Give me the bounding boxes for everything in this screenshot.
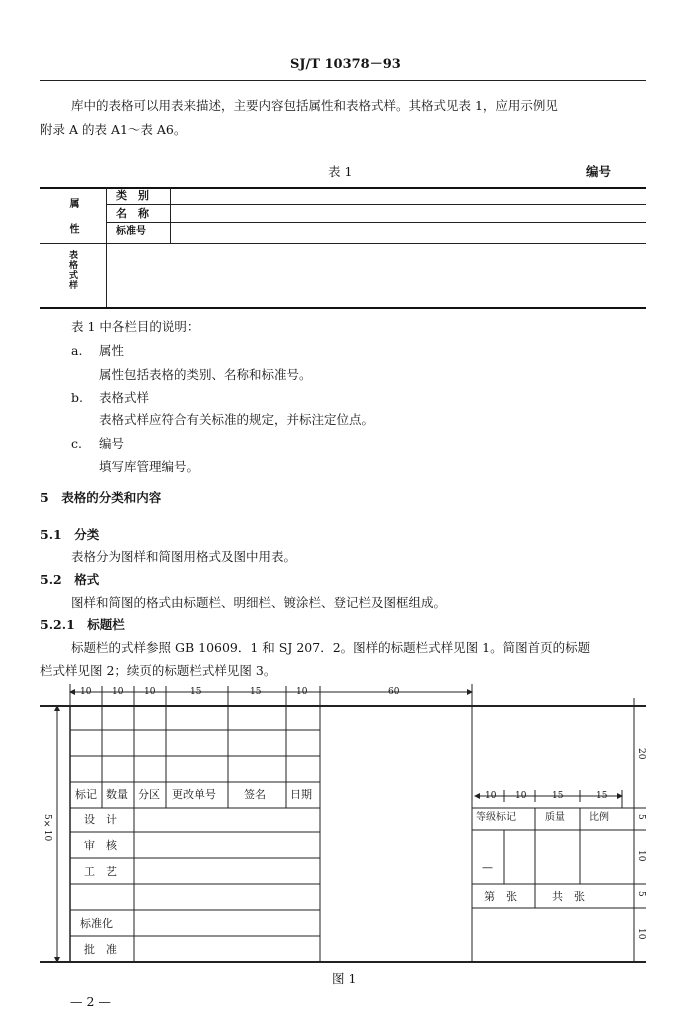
section521-title: 5.2.1 标题栏 [40, 617, 125, 632]
dim-top: 10 [112, 687, 124, 697]
section5-title: 5 表格的分类和内容 [40, 490, 162, 505]
section52-title: 5.2 格式 [40, 572, 100, 587]
row-standardization: 标准化 [80, 917, 113, 930]
dim-top: 10 [80, 687, 92, 697]
section521-line-2: 栏式样见图 2；续页的标题栏式样见图 3。 [40, 663, 277, 678]
header-cell-signature: 签名 [244, 788, 266, 801]
right-header-mass: 质量 [545, 812, 565, 823]
intro-line-2: 附录 A 的表 A1～表 A6。 [40, 122, 187, 137]
section51-text: 表格分为图样和简图用格式及图中用表。 [71, 549, 297, 564]
table1-row-standard: 标准号 [116, 226, 146, 237]
right-side-dimension-line [624, 698, 646, 962]
section521-line-1: 标题栏的式样参照 GB 10609．1 和 SJ 207．2。图样的标题栏式样见图 1。简图首页的标题 [71, 640, 591, 655]
header-cell-zone: 分区 [138, 788, 160, 801]
dim-top: 15 [250, 687, 262, 697]
dim-right-side: 10 [636, 850, 646, 862]
row-approve: 批 准 [84, 943, 117, 956]
dim-right-side: 10 [636, 928, 646, 940]
top-dimension-line [70, 684, 472, 706]
header-cell-mark: 标记 [75, 788, 97, 801]
table1-number-label: 编号 [586, 164, 612, 179]
dim-right-side: 20 [636, 748, 646, 760]
table1-style-label: 表格式样 [67, 250, 77, 290]
note-a-desc: 属性包括表格的类别、名称和标准号。 [99, 367, 312, 382]
note-c-desc: 填写库管理编号。 [99, 459, 200, 474]
dim-right-top: 15 [596, 791, 608, 801]
section52-text: 图样和简图的格式由标题栏、明细栏、镀涂栏、登记栏及图框组成。 [71, 595, 447, 610]
row-design: 设 计 [84, 813, 117, 826]
sheet-total: 共 张 [552, 890, 585, 903]
note-b-title: 表格式样 [99, 390, 150, 405]
section51-title: 5.1 分类 [40, 527, 100, 542]
table1-attr-label: 属 性 [67, 198, 78, 240]
dim-top: 60 [388, 687, 400, 697]
dim-right-top: 15 [552, 791, 564, 801]
right-header-scale: 比例 [589, 812, 609, 823]
row-review: 审 核 [84, 839, 117, 852]
table1-row-category: 类 别 [116, 189, 149, 202]
dim-top: 15 [190, 687, 202, 697]
note-b-desc: 表格式样应符合有关标准的规定，并标注定位点。 [99, 412, 375, 427]
page-number: — 2 — [70, 994, 111, 1009]
dim-right-top: 10 [515, 791, 527, 801]
header-code: SJ/T 10378－93 [290, 57, 401, 72]
table1-caption: 表 1 [328, 164, 353, 179]
header-cell-quantity: 数量 [106, 788, 128, 801]
note-b-marker: b. [71, 390, 83, 405]
right-dash: — [482, 861, 493, 874]
sheet-no: 第 张 [484, 890, 517, 903]
dim-right-top: 10 [485, 791, 497, 801]
left-block-grid [70, 706, 472, 962]
dim-right-side: 5 [636, 814, 646, 820]
right-header-grade: 等级标记 [476, 812, 516, 823]
note-c-title: 编号 [99, 436, 125, 451]
intro-line-1: 库中的表格可以用表来描述，主要内容包括属性和表格式样。其格式见表 1，应用示例见 [71, 98, 558, 113]
note-c-marker: c. [71, 436, 82, 451]
figure-caption: 图 1 [332, 971, 357, 986]
dim-top: 10 [144, 687, 156, 697]
dim-right-side: 5 [636, 891, 646, 897]
dim-top: 10 [296, 687, 308, 697]
note-a-title: 属性 [99, 343, 125, 358]
note-a-marker: a. [71, 343, 83, 358]
row-process: 工 艺 [84, 865, 117, 878]
dim-left: 5×10 [42, 814, 52, 842]
header-cell-date: 日期 [290, 788, 312, 801]
table1-row-name: 名 称 [116, 207, 149, 220]
header-cell-change-no: 更改单号 [172, 788, 216, 801]
notes-intro: 表 1 中各栏目的说明： [71, 319, 200, 334]
